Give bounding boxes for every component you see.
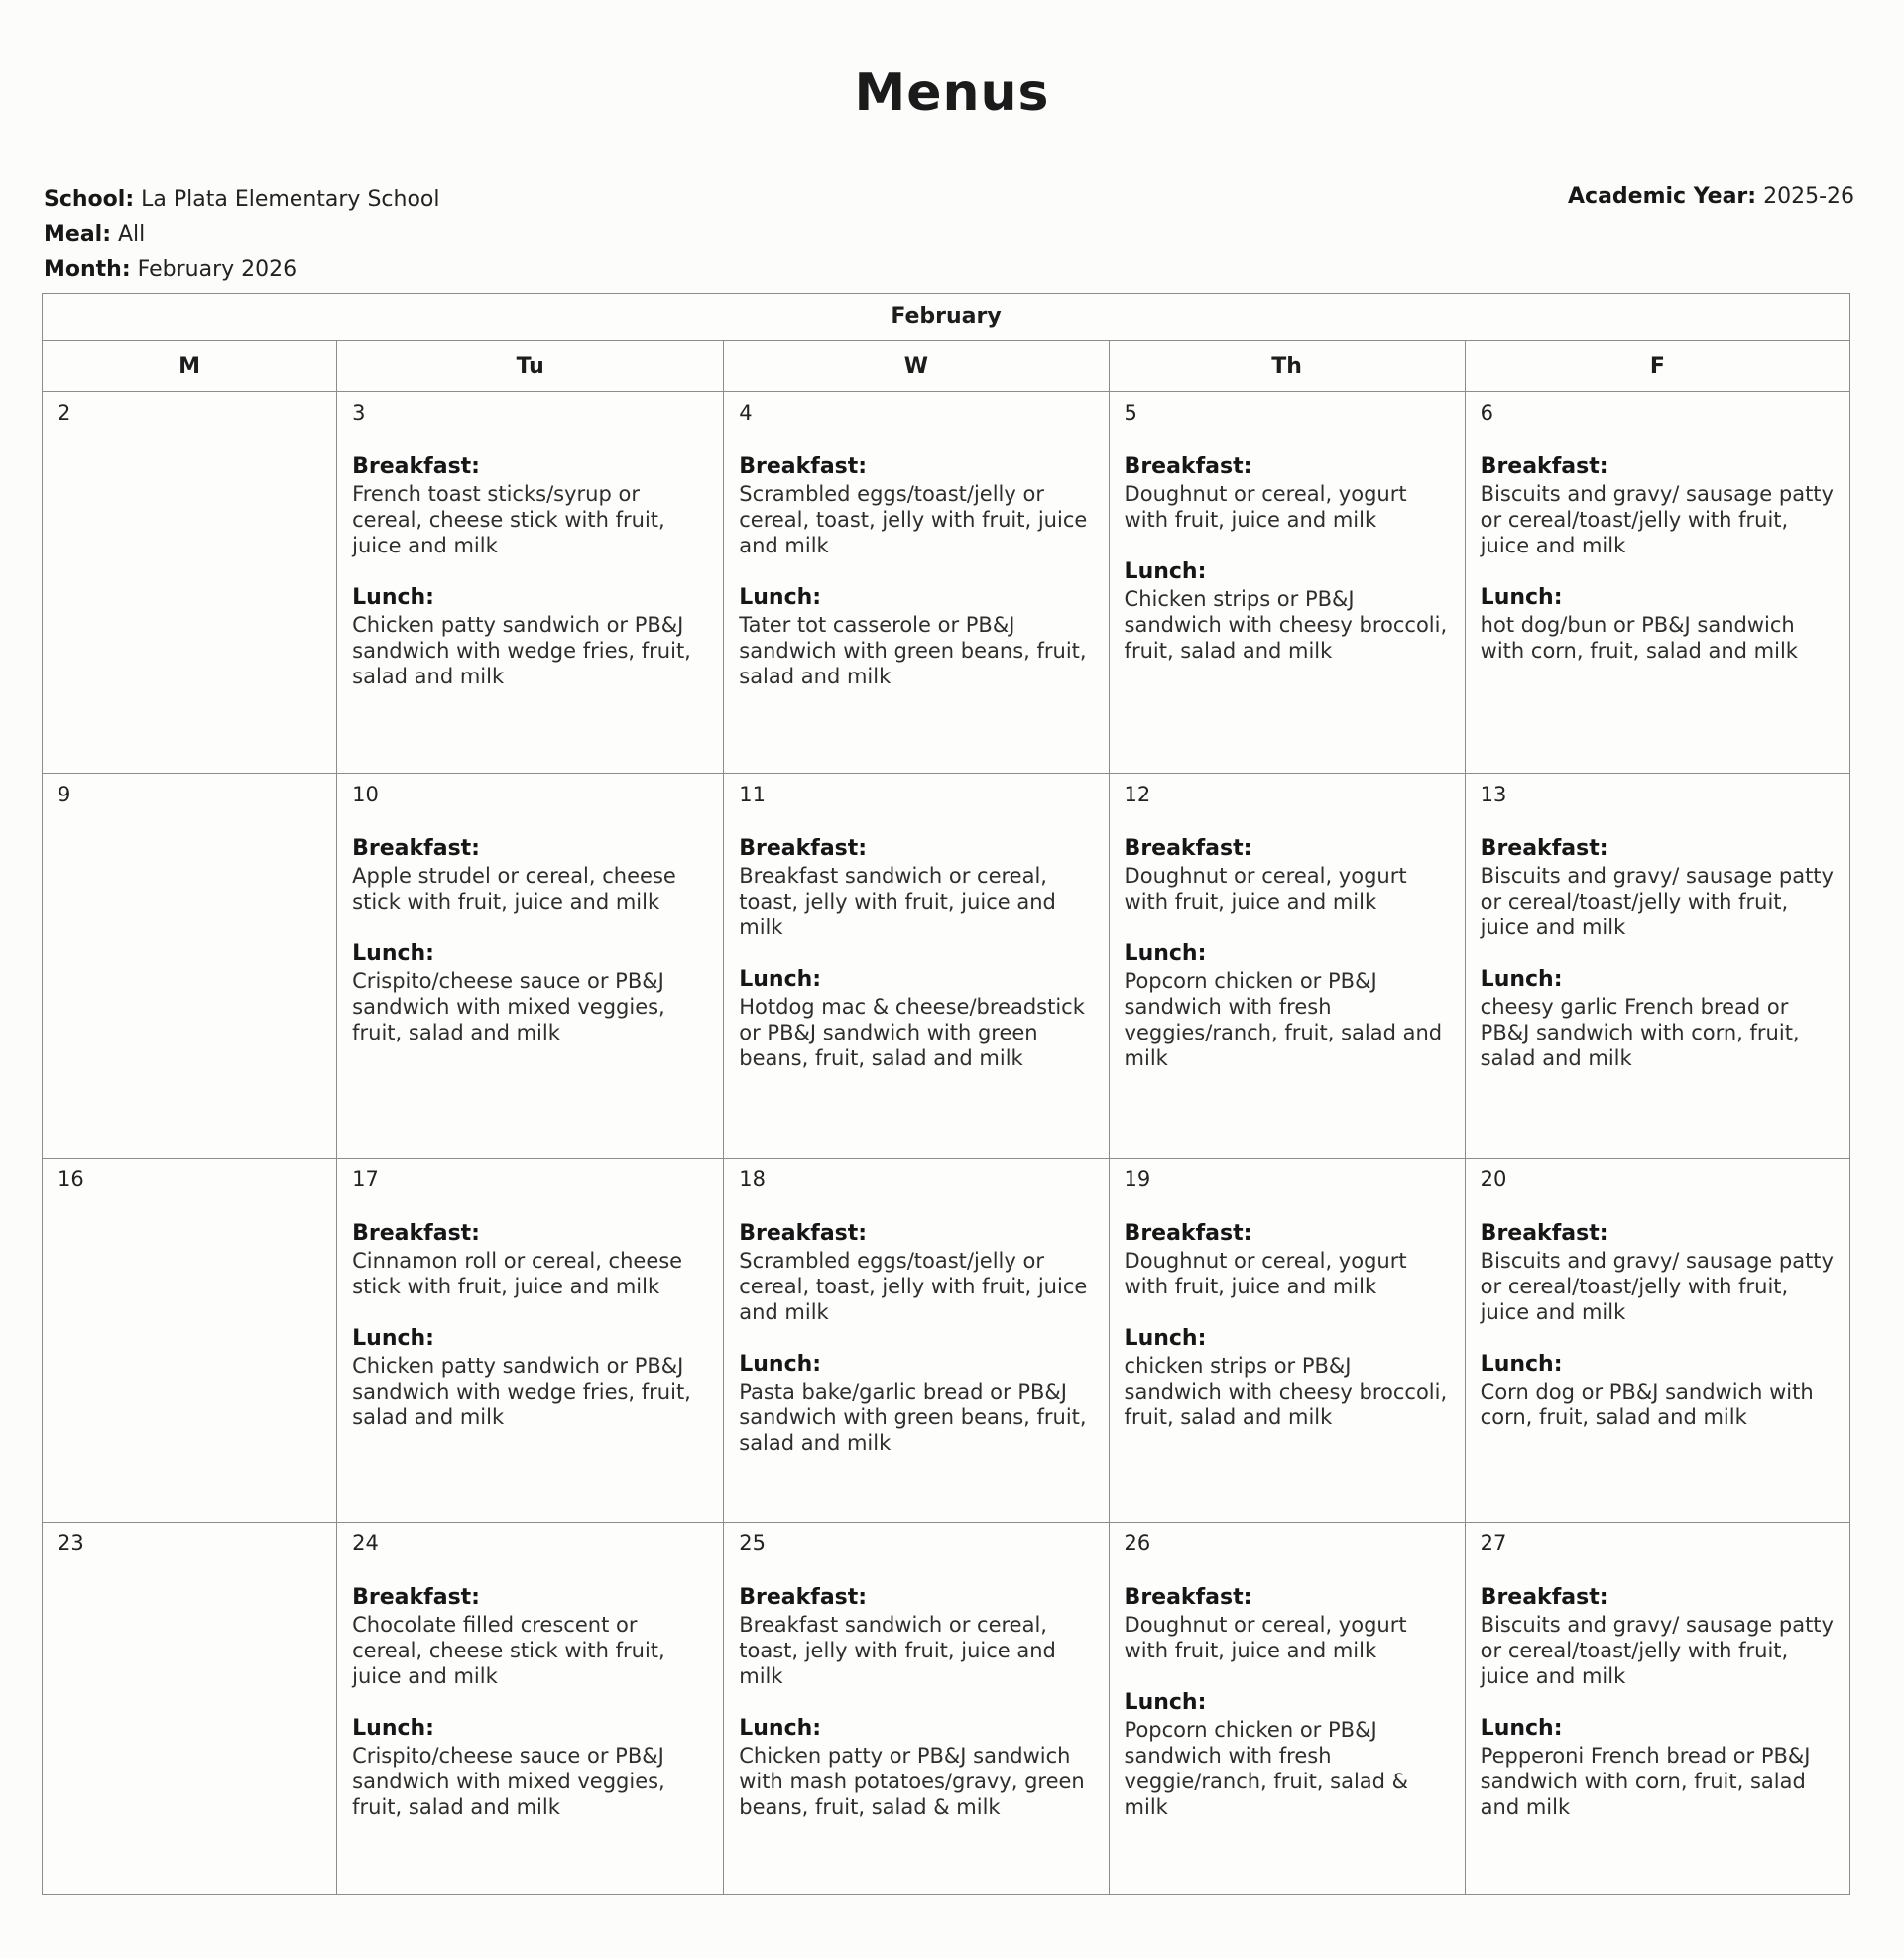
lunch-label: Lunch:: [739, 1352, 822, 1377]
day-cell: [337, 392, 724, 774]
day-header-tuesday: Tu: [337, 341, 724, 392]
breakfast-block: [1125, 835, 1455, 915]
breakfast-block: [1481, 1584, 1840, 1689]
month-label: Month:: [44, 257, 131, 282]
lunch-label: Lunch:: [1480, 1352, 1563, 1377]
lunch-label: Lunch:: [352, 941, 434, 966]
breakfast-label: Breakfast:: [739, 454, 868, 479]
day-header-friday: F: [1465, 341, 1849, 392]
day-cell: [1109, 1159, 1465, 1523]
lunch-block: [1125, 558, 1455, 664]
document-meta: [44, 183, 439, 287]
day-number: 9: [58, 783, 71, 806]
lunch-text: Corn dog or PB&J sandwich with corn, fruit, salad and milk: [1480, 1380, 1814, 1429]
breakfast-label: Breakfast:: [1480, 454, 1608, 479]
lunch-label: Lunch:: [739, 967, 822, 992]
lunch-label: Lunch:: [352, 1326, 434, 1351]
lunch-text: Pasta bake/garlic bread or PB&J sandwich with green beans, fruit, salad and milk: [739, 1380, 1087, 1455]
lunch-text: Chicken patty sandwich or PB&J sandwich with wedge fries, fruit, salad and milk: [352, 613, 691, 688]
breakfast-label: Breakfast:: [1124, 1221, 1252, 1246]
breakfast-label: Breakfast:: [1124, 454, 1252, 479]
lunch-text: chicken strips or PB&J sandwich with cheesy broccoli, fruit, salad and milk: [1124, 1354, 1448, 1429]
lunch-text: Chicken patty or PB&J sandwich with mash potatoes/gravy, green beans, fruit, salad & milk: [739, 1744, 1085, 1819]
breakfast-text: Biscuits and gravy/ sausage patty or cereal/toast/jelly with fruit, juice and milk: [1480, 482, 1834, 557]
breakfast-text: Apple strudel or cereal, cheese stick with fruit, juice and milk: [352, 864, 676, 914]
day-cell: [724, 1523, 1109, 1895]
day-number: 23: [58, 1531, 84, 1555]
academic-year-label: Academic Year:: [1568, 184, 1757, 209]
day-cell: [337, 1159, 724, 1523]
lunch-text: hot dog/bun or PB&J sandwich with corn, fruit, salad and milk: [1480, 613, 1798, 663]
breakfast-label: Breakfast:: [1480, 836, 1608, 861]
lunch-text: Tater tot casserole or PB&J sandwich with green beans, fruit, salad and milk: [739, 613, 1087, 688]
day-number: 19: [1124, 1167, 1151, 1191]
lunch-block: [1481, 1351, 1840, 1430]
lunch-block: [1481, 584, 1840, 664]
lunch-block: [1125, 940, 1455, 1071]
breakfast-block: [352, 1220, 713, 1299]
lunch-label: Lunch:: [739, 1716, 822, 1741]
lunch-label: Lunch:: [739, 585, 822, 610]
breakfast-block: [739, 1584, 1098, 1689]
day-number: 5: [1124, 401, 1137, 425]
breakfast-text: Breakfast sandwich or cereal, toast, jelly with fruit, juice and milk: [739, 864, 1056, 939]
academic-year-value: 2025-26: [1763, 184, 1854, 209]
page-title: Menus: [854, 63, 1050, 123]
breakfast-text: Chocolate filled crescent or cereal, cheese stick with fruit, juice and milk: [352, 1613, 665, 1688]
lunch-label: Lunch:: [1480, 585, 1563, 610]
lunch-block: [352, 1715, 713, 1820]
day-cell: [1465, 1159, 1849, 1523]
day-cell: [1109, 1523, 1465, 1895]
lunch-label: Lunch:: [1124, 1690, 1207, 1715]
day-cell: [337, 774, 724, 1159]
lunch-label: Lunch:: [1480, 967, 1563, 992]
day-cell: [337, 1523, 724, 1895]
day-cell: [43, 774, 337, 1159]
breakfast-label: Breakfast:: [1480, 1221, 1608, 1246]
day-cell: [1465, 1523, 1849, 1895]
breakfast-block: [1125, 1220, 1455, 1299]
lunch-label: Lunch:: [1124, 1326, 1207, 1351]
breakfast-text: Biscuits and gravy/ sausage patty or cereal/toast/jelly with fruit, juice and milk: [1480, 864, 1834, 939]
day-number: 17: [352, 1167, 379, 1191]
lunch-text: Pepperoni French bread or PB&J sandwich with corn, fruit, salad and milk: [1480, 1744, 1811, 1819]
breakfast-label: Breakfast:: [352, 454, 480, 479]
breakfast-text: Biscuits and gravy/ sausage patty or cereal/toast/jelly with fruit, juice and milk: [1480, 1249, 1834, 1324]
lunch-block: [739, 1351, 1098, 1456]
lunch-text: Hotdog mac & cheese/breadstick or PB&J sandwich with green beans, fruit, salad and milk: [739, 995, 1085, 1070]
day-number: 12: [1124, 783, 1151, 806]
breakfast-label: Breakfast:: [739, 1221, 868, 1246]
day-number: 11: [739, 783, 766, 806]
breakfast-text: Doughnut or cereal, yogurt with fruit, juice and milk: [1124, 1249, 1407, 1298]
day-number: 24: [352, 1531, 379, 1555]
day-number: 2: [58, 401, 71, 425]
lunch-block: [352, 1325, 713, 1430]
day-cell: [1109, 774, 1465, 1159]
breakfast-block: [739, 453, 1098, 558]
menu-calendar-table: [42, 293, 1850, 1895]
lunch-block: [1481, 1715, 1840, 1820]
breakfast-block: [352, 1584, 713, 1689]
day-cell: [724, 1159, 1109, 1523]
breakfast-block: [1125, 453, 1455, 533]
day-number: 16: [58, 1167, 84, 1191]
lunch-label: Lunch:: [352, 585, 434, 610]
breakfast-block: [1481, 1220, 1840, 1325]
breakfast-text: Breakfast sandwich or cereal, toast, jelly with fruit, juice and milk: [739, 1613, 1056, 1688]
day-number: 20: [1480, 1167, 1507, 1191]
breakfast-label: Breakfast:: [352, 836, 480, 861]
breakfast-label: Breakfast:: [739, 836, 868, 861]
day-number: 18: [739, 1167, 766, 1191]
breakfast-text: Scrambled eggs/toast/jelly or cereal, toast, jelly with fruit, juice and milk: [739, 482, 1088, 557]
lunch-block: [1125, 1689, 1455, 1820]
month-header: February: [43, 294, 1850, 341]
day-number: 13: [1480, 783, 1507, 806]
day-number: 25: [739, 1531, 766, 1555]
week-row: [43, 392, 1850, 774]
breakfast-block: [1481, 835, 1840, 940]
lunch-text: Popcorn chicken or PB&J sandwich with fresh veggie/ranch, fruit, salad & milk: [1124, 1718, 1409, 1819]
lunch-block: [352, 940, 713, 1045]
breakfast-block: [352, 835, 713, 915]
lunch-label: Lunch:: [352, 1716, 434, 1741]
lunch-text: Chicken strips or PB&J sandwich with cheesy broccoli, fruit, salad and milk: [1124, 587, 1448, 663]
lunch-text: Chicken patty sandwich or PB&J sandwich with wedge fries, fruit, salad and milk: [352, 1354, 691, 1429]
day-number: 10: [352, 783, 379, 806]
meta-meal: [44, 217, 439, 252]
academic-year: [1568, 184, 1854, 209]
lunch-label: Lunch:: [1124, 559, 1207, 584]
breakfast-label: Breakfast:: [1124, 1585, 1252, 1610]
meta-month: [44, 252, 439, 287]
breakfast-block: [1125, 1584, 1455, 1663]
breakfast-block: [352, 453, 713, 558]
breakfast-text: French toast sticks/syrup or cereal, cheese stick with fruit, juice and milk: [352, 482, 665, 557]
school-value: La Plata Elementary School: [141, 187, 440, 212]
day-header-row: [43, 341, 1850, 392]
breakfast-label: Breakfast:: [1480, 1585, 1608, 1610]
lunch-label: Lunch:: [1480, 1716, 1563, 1741]
breakfast-block: [1481, 453, 1840, 558]
day-number: 3: [352, 401, 366, 425]
meal-label: Meal:: [44, 222, 111, 247]
day-number: 4: [739, 401, 753, 425]
day-cell: [43, 1523, 337, 1895]
day-cell: [724, 774, 1109, 1159]
breakfast-label: Breakfast:: [1124, 836, 1252, 861]
breakfast-text: Biscuits and gravy/ sausage patty or cereal/toast/jelly with fruit, juice and milk: [1480, 1613, 1834, 1688]
breakfast-text: Doughnut or cereal, yogurt with fruit, juice and milk: [1124, 1613, 1407, 1662]
lunch-text: Crispito/cheese sauce or PB&J sandwich with mixed veggies, fruit, salad and milk: [352, 969, 665, 1044]
breakfast-label: Breakfast:: [352, 1221, 480, 1246]
meta-school: [44, 183, 439, 217]
day-number: 6: [1480, 401, 1494, 425]
day-header-wednesday: W: [724, 341, 1109, 392]
breakfast-text: Cinnamon roll or cereal, cheese stick with fruit, juice and milk: [352, 1249, 683, 1298]
lunch-block: [352, 584, 713, 689]
breakfast-text: Scrambled eggs/toast/jelly or cereal, toast, jelly with fruit, juice and milk: [739, 1249, 1088, 1324]
day-header-monday: M: [43, 341, 337, 392]
calendar-body: [43, 392, 1850, 1895]
month-value: February 2026: [137, 257, 298, 282]
lunch-block: [739, 1715, 1098, 1820]
school-label: School:: [44, 187, 135, 212]
breakfast-label: Breakfast:: [739, 1585, 868, 1610]
day-cell: [1109, 392, 1465, 774]
lunch-text: Crispito/cheese sauce or PB&J sandwich with mixed veggies, fruit, salad and milk: [352, 1744, 665, 1819]
lunch-block: [1481, 966, 1840, 1071]
meal-value: All: [118, 222, 146, 247]
week-row: [43, 1159, 1850, 1523]
day-cell: [1465, 774, 1849, 1159]
day-cell: [43, 392, 337, 774]
week-row: [43, 774, 1850, 1159]
lunch-label: Lunch:: [1124, 941, 1207, 966]
day-cell: [1465, 392, 1849, 774]
day-cell: [43, 1159, 337, 1523]
day-header-thursday: Th: [1109, 341, 1465, 392]
breakfast-label: Breakfast:: [352, 1585, 480, 1610]
week-row: [43, 1523, 1850, 1895]
lunch-block: [739, 584, 1098, 689]
month-header-row: [43, 294, 1850, 341]
lunch-text: Popcorn chicken or PB&J sandwich with fresh veggies/ranch, fruit, salad and milk: [1124, 969, 1443, 1070]
breakfast-block: [739, 835, 1098, 940]
breakfast-text: Doughnut or cereal, yogurt with fruit, juice and milk: [1124, 864, 1407, 914]
lunch-block: [739, 966, 1098, 1071]
lunch-block: [1125, 1325, 1455, 1430]
day-cell: [724, 392, 1109, 774]
breakfast-block: [739, 1220, 1098, 1325]
breakfast-text: Doughnut or cereal, yogurt with fruit, juice and milk: [1124, 482, 1407, 532]
lunch-text: cheesy garlic French bread or PB&J sandwich with corn, fruit, salad and milk: [1480, 995, 1800, 1070]
day-number: 27: [1480, 1531, 1507, 1555]
day-number: 26: [1124, 1531, 1151, 1555]
